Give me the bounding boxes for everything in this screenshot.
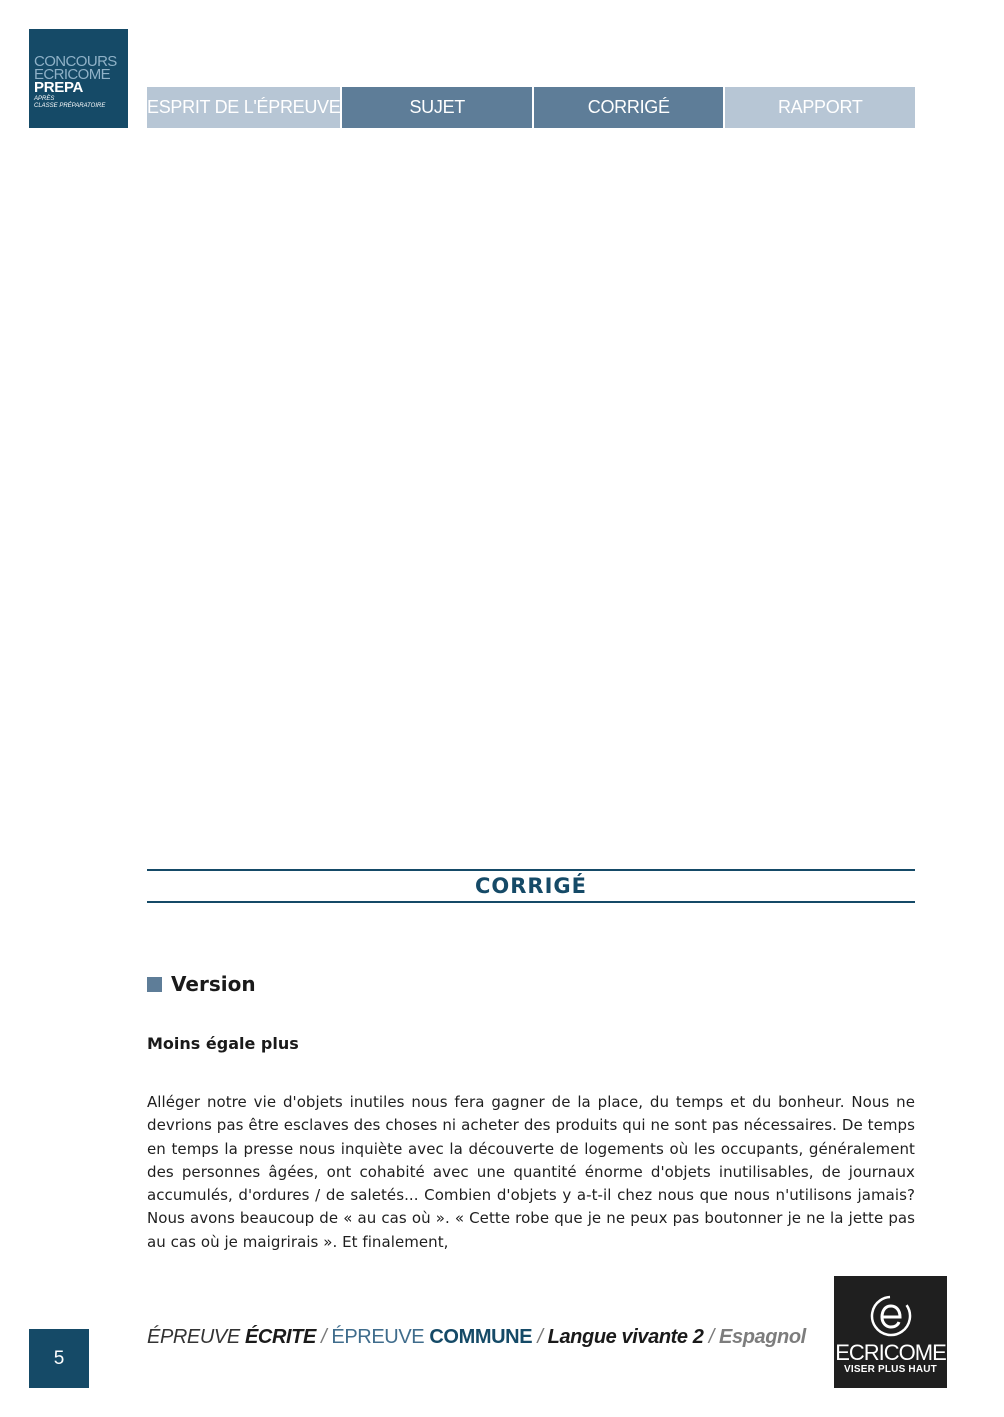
logo-line-concours: CONCOURS [34,53,117,70]
brand-tagline: VISER PLUS HAUT [843,1364,937,1375]
section-tabs [147,87,915,128]
tab-esprit-epreuve[interactable]: ESPRIT DE L'ÉPREUVE [147,87,340,128]
body-paragraph: Alléger notre vie d'objets inutiles nous fera gagner de la place, du temps et du bonheur. Nous ne devrions pas être esclaves des choses ni acheter des produits qui ne sont pas nécessaires. De temps en temps la presse nous inquiète avec la découverte de logements où les occupants, généralement des personnes âgées, ont cohabité avec une quantité énorme d'objets inutilisables, de journaux accumulés, d'ordures / de saletés... Combien d'objets y a-t-il chez nous que nous n'utilisons jamais? Nous avons beaucoup de « au cas où ». « Cette robe que je ne peux pas boutonner je ne la jette pas au cas où je maigrirais ». Et finalement, [147,1093,915,1251]
page-number: 5 [29,1329,89,1388]
footer-breadcrumb [147,1326,806,1349]
brand-name: ECRICOME [835,1340,946,1365]
footer-separator: / [708,1326,720,1348]
tab-corrige[interactable]: CORRIGÉ [534,87,724,128]
footer-separator: / [321,1326,332,1348]
footer-langue: Langue vivante 2 [547,1326,704,1348]
text-title: Moins égale plus [147,1034,299,1053]
footer-ecrite: ÉCRITE [244,1326,316,1348]
section-title: CORRIGÉ [475,874,587,898]
subsection-title: Version [171,972,256,996]
logo-line-ecricome: ECRICOME [34,66,111,83]
tab-sujet[interactable]: SUJET [342,87,532,128]
section-heading [147,869,915,903]
ecricome-brand-logo [834,1276,947,1388]
footer-epreuve-2: ÉPREUVE [331,1326,425,1348]
logo-line-classe: CLASSE PRÉPARATOIRE [34,103,106,109]
subsection-heading [147,972,256,996]
e-circle-icon [869,1294,913,1338]
square-bullet-icon [147,977,162,992]
logo-line-prepa: PREPA [34,79,84,96]
footer-separator: / [537,1326,548,1348]
footer-epreuve: ÉPREUVE [147,1326,240,1348]
tab-rapport[interactable]: RAPPORT [725,87,915,128]
logo-line-apres: APRÈS [34,96,55,102]
footer-espagnol: Espagnol [719,1326,806,1348]
concours-logo [29,29,128,128]
footer-commune: COMMUNE [429,1326,533,1348]
